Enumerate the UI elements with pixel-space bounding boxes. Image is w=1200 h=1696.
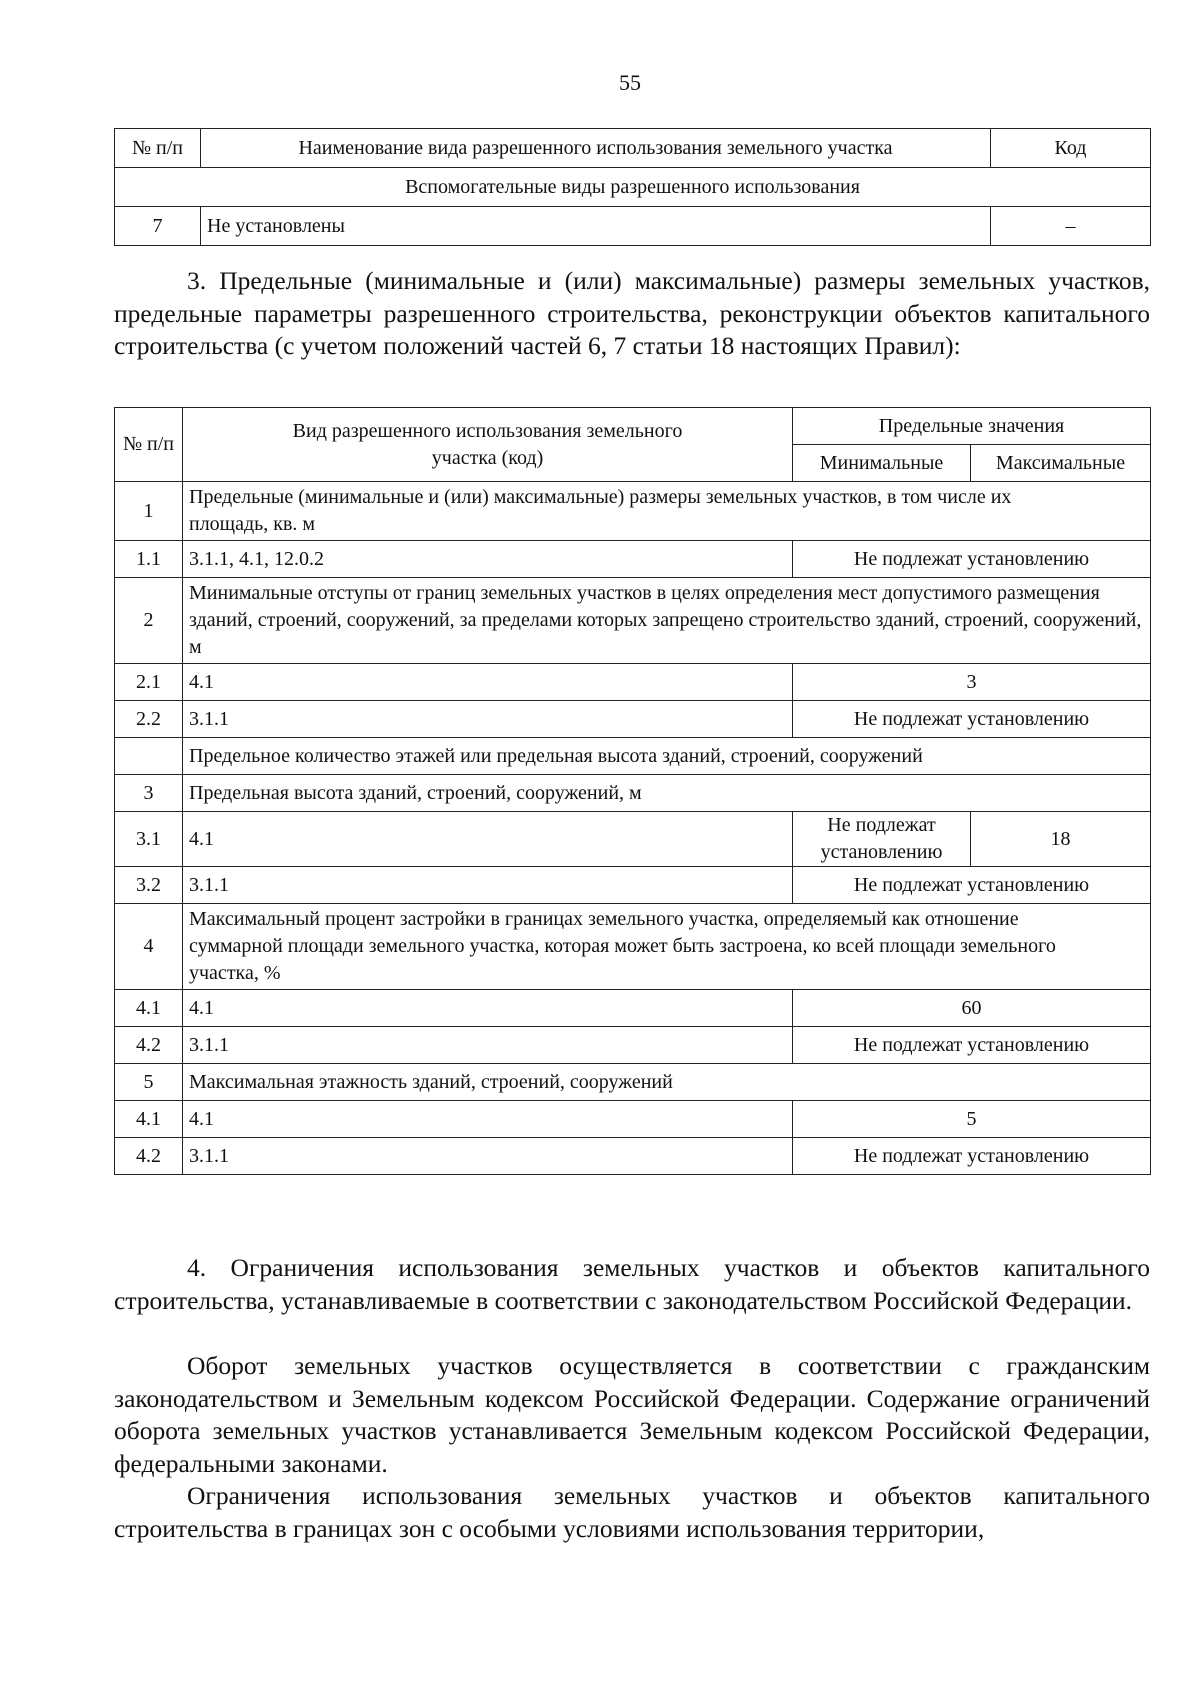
header-limits: Предельные значения — [793, 408, 1151, 445]
table-row — [115, 207, 1151, 246]
paragraph-3: 3. Предельные (минимальные и (или) максимальные) размеры земельных участков, предельные параметры разрешенного строительства, реконструкции объектов капитального строительства (с учетом положений частей 6, 7 статьи 18 настоящих Правил): — [114, 266, 1150, 360]
table-row — [115, 775, 1151, 812]
row-num: 2.1 — [115, 664, 183, 701]
header-code: Код — [991, 129, 1151, 168]
header-num: № п/п — [115, 408, 183, 482]
row-num: 4 — [115, 904, 183, 990]
paragraph-5: Оборот земельных участков осуществляется в соответствии с гражданским законодательством и Земельным кодексом Российской Федерации. Содержание ограничений оборота земельных участков устанавливается Земельным кодексом Российской Федерации, федеральными законами. — [114, 1351, 1150, 1478]
row-value: 3 — [793, 664, 1151, 701]
table-row — [115, 867, 1151, 904]
row-text: Предельная высота зданий, строений, сооружений, м — [183, 775, 1151, 812]
row-code: 3.1.1, 4.1, 12.0.2 — [183, 541, 793, 578]
row-text: Предельное количество этажей или предельная высота зданий, строений, сооружений — [183, 738, 1151, 775]
row-num: 4.2 — [115, 1027, 183, 1064]
row-text: Максимальная этажность зданий, строений, сооружений — [183, 1064, 1151, 1101]
row-name: Не установлены — [201, 207, 991, 246]
table-row — [115, 812, 1151, 867]
table-row — [115, 1064, 1151, 1101]
limits-table — [114, 407, 1151, 1175]
row-num: 7 — [115, 207, 201, 246]
row-num: 2.2 — [115, 701, 183, 738]
row-max: 18 — [971, 812, 1151, 867]
table-row — [115, 1101, 1151, 1138]
table-row — [115, 541, 1151, 578]
row-num: 4.1 — [115, 1101, 183, 1138]
row-code: 3.1.1 — [183, 1138, 793, 1175]
page-number: 55 — [619, 70, 641, 95]
row-num: 3 — [115, 775, 183, 812]
row-code: 4.1 — [183, 1101, 793, 1138]
row-value: Не подлежат установлению — [793, 1027, 1151, 1064]
header-max: Максимальные — [971, 445, 1151, 482]
header-num: № п/п — [115, 129, 201, 168]
table-row — [115, 1027, 1151, 1064]
row-num: 3.1 — [115, 812, 183, 867]
row-code: 4.1 — [183, 812, 793, 867]
row-value: 5 — [793, 1101, 1151, 1138]
table-row — [115, 578, 1151, 664]
row-code: 4.1 — [183, 664, 793, 701]
row-num: 3.2 — [115, 867, 183, 904]
table-row — [115, 738, 1151, 775]
row-num: 4.2 — [115, 1138, 183, 1175]
row-num: 1.1 — [115, 541, 183, 578]
header-type: Вид разрешенного использования земельного участка (код) — [183, 408, 793, 482]
row-num: 2 — [115, 578, 183, 664]
row-value: Не подлежат установлению — [793, 541, 1151, 578]
paragraph-4: 4. Ограничения использования земельных участков и объектов капитального строительства, устанавливаемые в соответствии с законодательством Российской Федерации. — [114, 1253, 1150, 1315]
row-value: 60 — [793, 990, 1151, 1027]
row-num: 4.1 — [115, 990, 183, 1027]
header-name: Наименование вида разрешенного использования земельного участка — [201, 129, 991, 168]
table-row — [115, 904, 1151, 990]
row-num: 1 — [115, 482, 183, 541]
row-num — [115, 738, 183, 775]
paragraph-6: Ограничения использования земельных участков и объектов капитального строительства в границах зон с особыми условиями использования территории, — [114, 1481, 1150, 1543]
table-row — [115, 701, 1151, 738]
row-code: 3.1.1 — [183, 867, 793, 904]
table-row — [115, 482, 1151, 541]
header-min: Минимальные — [793, 445, 971, 482]
row-min: Не подлежат установлению — [793, 812, 971, 867]
table-row — [115, 990, 1151, 1027]
row-num: 5 — [115, 1064, 183, 1101]
row-value: Не подлежат установлению — [793, 1138, 1151, 1175]
row-code: 3.1.1 — [183, 1027, 793, 1064]
row-code: – — [991, 207, 1151, 246]
row-code: 3.1.1 — [183, 701, 793, 738]
table-row — [115, 1138, 1151, 1175]
table-header-row — [115, 129, 1151, 168]
table-header-row — [115, 408, 1151, 445]
section-title: Вспомогательные виды разрешенного использования — [115, 168, 1151, 207]
row-text: Минимальные отступы от границ земельных участков в целях определения мест допустимого размещения зданий, строений, сооружений, за пределами которых запрещено строительство зданий, строений, сооружений, м — [183, 578, 1151, 664]
permitted-use-table — [114, 128, 1151, 246]
row-value: Не подлежат установлению — [793, 867, 1151, 904]
row-text: Максимальный процент застройки в границах земельного участка, определяемый как отношение суммарной площади земельного участка, которая может быть застроена, ко всей площади земельного участка, % — [183, 904, 1151, 990]
row-code: 4.1 — [183, 990, 793, 1027]
table-row — [115, 664, 1151, 701]
row-text: Предельные (минимальные и (или) максимальные) размеры земельных участков, в том числе их площадь, кв. м — [183, 482, 1151, 541]
table-section-row — [115, 168, 1151, 207]
row-value: Не подлежат установлению — [793, 701, 1151, 738]
